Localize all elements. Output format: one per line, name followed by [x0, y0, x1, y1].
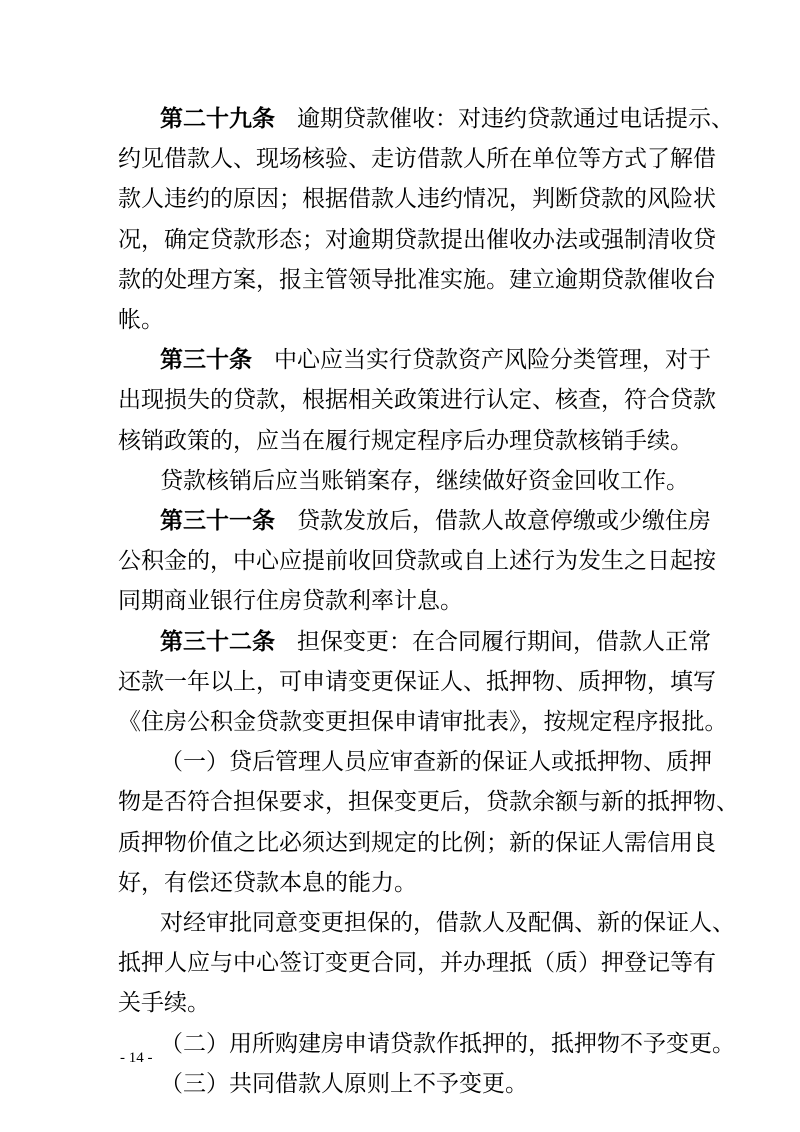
text-line — [118, 868, 688, 900]
line-text: 物是否符合担保要求，担保变更后，贷款余额与新的抵押物、 — [118, 789, 739, 815]
text-line — [118, 265, 716, 297]
line-text: 担保变更：在合同履行期间，借款人正常 — [296, 629, 711, 655]
text-line — [160, 627, 711, 659]
line-text: 贷款核销后应当账销案存，继续做好资金回收工作。 — [160, 468, 689, 494]
article-heading: 第三十二条 — [160, 628, 275, 655]
line-text: 贷款发放后，借款人故意停缴或少缴住房 — [296, 508, 711, 534]
article-heading: 第三十条 — [160, 346, 252, 373]
article-heading: 第三十一条 — [160, 507, 275, 534]
line-text: 中心应当实行贷款资产风险分类管理，对于 — [273, 347, 711, 373]
line-text: 关手续。 — [118, 990, 210, 1016]
text-line — [160, 104, 734, 136]
text-line — [160, 466, 690, 498]
text-line — [118, 184, 716, 216]
text-line — [118, 225, 716, 257]
text-line — [118, 707, 728, 739]
line-text: 公积金的，中心应提前收回贷款或自上述行为发生之日起按 — [118, 548, 716, 574]
text-line — [118, 988, 688, 1020]
line-text: 核销政策的，应当在履行规定程序后办理贷款核销手续。 — [118, 428, 693, 454]
text-line — [118, 426, 693, 458]
text-line — [118, 667, 716, 699]
text-line — [118, 586, 688, 618]
text-line — [118, 546, 716, 578]
line-text: 款人违约的原因；根据借款人违约情况，判断贷款的风险状 — [118, 186, 716, 212]
line-text: 抵押人应与中心签订变更合同，并办理抵（质）押登记等有 — [118, 950, 716, 976]
text-line — [118, 787, 739, 819]
text-line — [118, 385, 716, 417]
line-text: 《住房公积金贷款变更担保申请审批表》，按规定程序报批。 — [118, 709, 728, 735]
line-text: （一）贷后管理人员应审查新的保证人或抵押物、质押 — [160, 749, 712, 775]
line-text: 况，确定贷款形态；对逾期贷款提出催收办法或强制清收贷 — [118, 227, 716, 253]
line-text: 帐。 — [118, 307, 164, 333]
text-line — [118, 305, 688, 337]
text-line — [160, 747, 712, 779]
text-line — [160, 908, 735, 940]
text-line — [160, 506, 711, 538]
line-text: 约见借款人、现场核验、走访借款人所在单位等方式了解借 — [118, 146, 716, 172]
text-line — [118, 948, 716, 980]
article-heading: 第二十九条 — [160, 105, 275, 132]
line-text: 同期商业银行住房贷款利率计息。 — [118, 588, 463, 614]
line-text: （三）共同借款人原则上不予变更。 — [160, 1071, 528, 1097]
text-line — [160, 1069, 690, 1101]
text-line — [118, 828, 716, 860]
page-number: - 14 - — [120, 1050, 153, 1066]
line-text: 好，有偿还贷款本息的能力。 — [118, 870, 417, 896]
line-text: 逾期贷款催收：对违约贷款通过电话提示、 — [296, 106, 734, 132]
text-line — [160, 345, 711, 377]
line-text: 出现损失的贷款，根据相关政策进行认定、核查，符合贷款 — [118, 387, 716, 413]
line-text: 对经审批同意变更担保的，借款人及配偶、新的保证人、 — [160, 910, 735, 936]
text-line — [118, 144, 716, 176]
line-text: 质押物价值之比必须达到规定的比例；新的保证人需信用良 — [118, 830, 716, 856]
line-text: （二）用所购建房申请贷款作抵押的，抵押物不予变更。 — [160, 1031, 735, 1057]
line-text: 款的处理方案，报主管领导批准实施。建立逾期贷款催收台 — [118, 267, 716, 293]
text-line — [160, 1029, 735, 1061]
line-text: 还款一年以上，可申请变更保证人、抵押物、质押物，填写 — [118, 669, 716, 695]
